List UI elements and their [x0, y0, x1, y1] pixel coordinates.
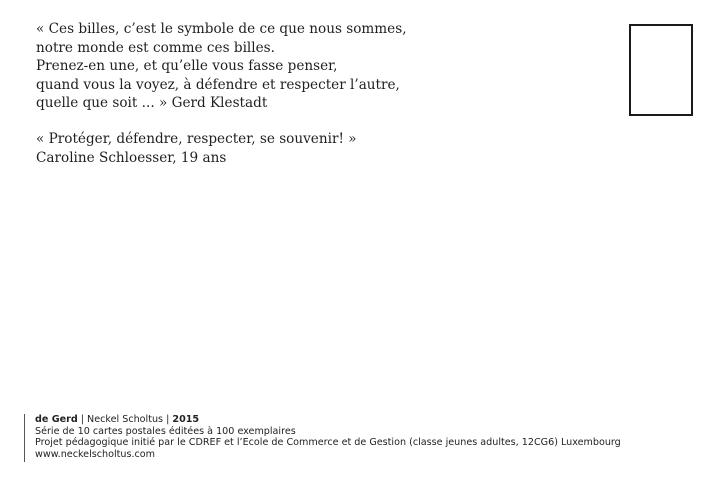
separator: | [163, 414, 173, 425]
quote-attribution-line: quelle que soit ... » Gerd Klestadt [36, 95, 268, 112]
stamp-placeholder-box [629, 24, 693, 116]
credits-footer [24, 414, 621, 462]
quote-line: Prenez-en une, et qu’elle vous fasse penser, [36, 58, 338, 75]
project-name: Neckel Scholtus [87, 414, 164, 425]
quote-spacer [36, 113, 596, 130]
website-link: www.neckelscholtus.com [35, 448, 156, 460]
separator: | [77, 414, 88, 425]
second-quote-line: « Protéger, défendre, respecter, se souvenir! » [36, 130, 357, 147]
year: 2015 [172, 414, 200, 425]
quote-text-block [36, 20, 596, 167]
author-name: de Gerd [35, 414, 78, 425]
series-info: Série de 10 cartes postales éditées à 100 exemplaires [35, 425, 296, 437]
second-quote-attribution: Caroline Schloesser, 19 ans [36, 149, 227, 166]
quote-line: notre monde est comme ces billes. [36, 39, 275, 56]
quote-line: quand vous la voyez, à défendre et respecter l’autre, [36, 76, 400, 93]
quote-line: « Ces billes, c’est le symbole de ce que nous sommes, [36, 21, 407, 37]
credits-title-row [35, 414, 621, 426]
project-description: Projet pédagogique initié par le CDREF et l’Ecole de Commerce et de Gestion (classe jeunes adultes, 12CG6) Luxembourg [35, 437, 621, 448]
